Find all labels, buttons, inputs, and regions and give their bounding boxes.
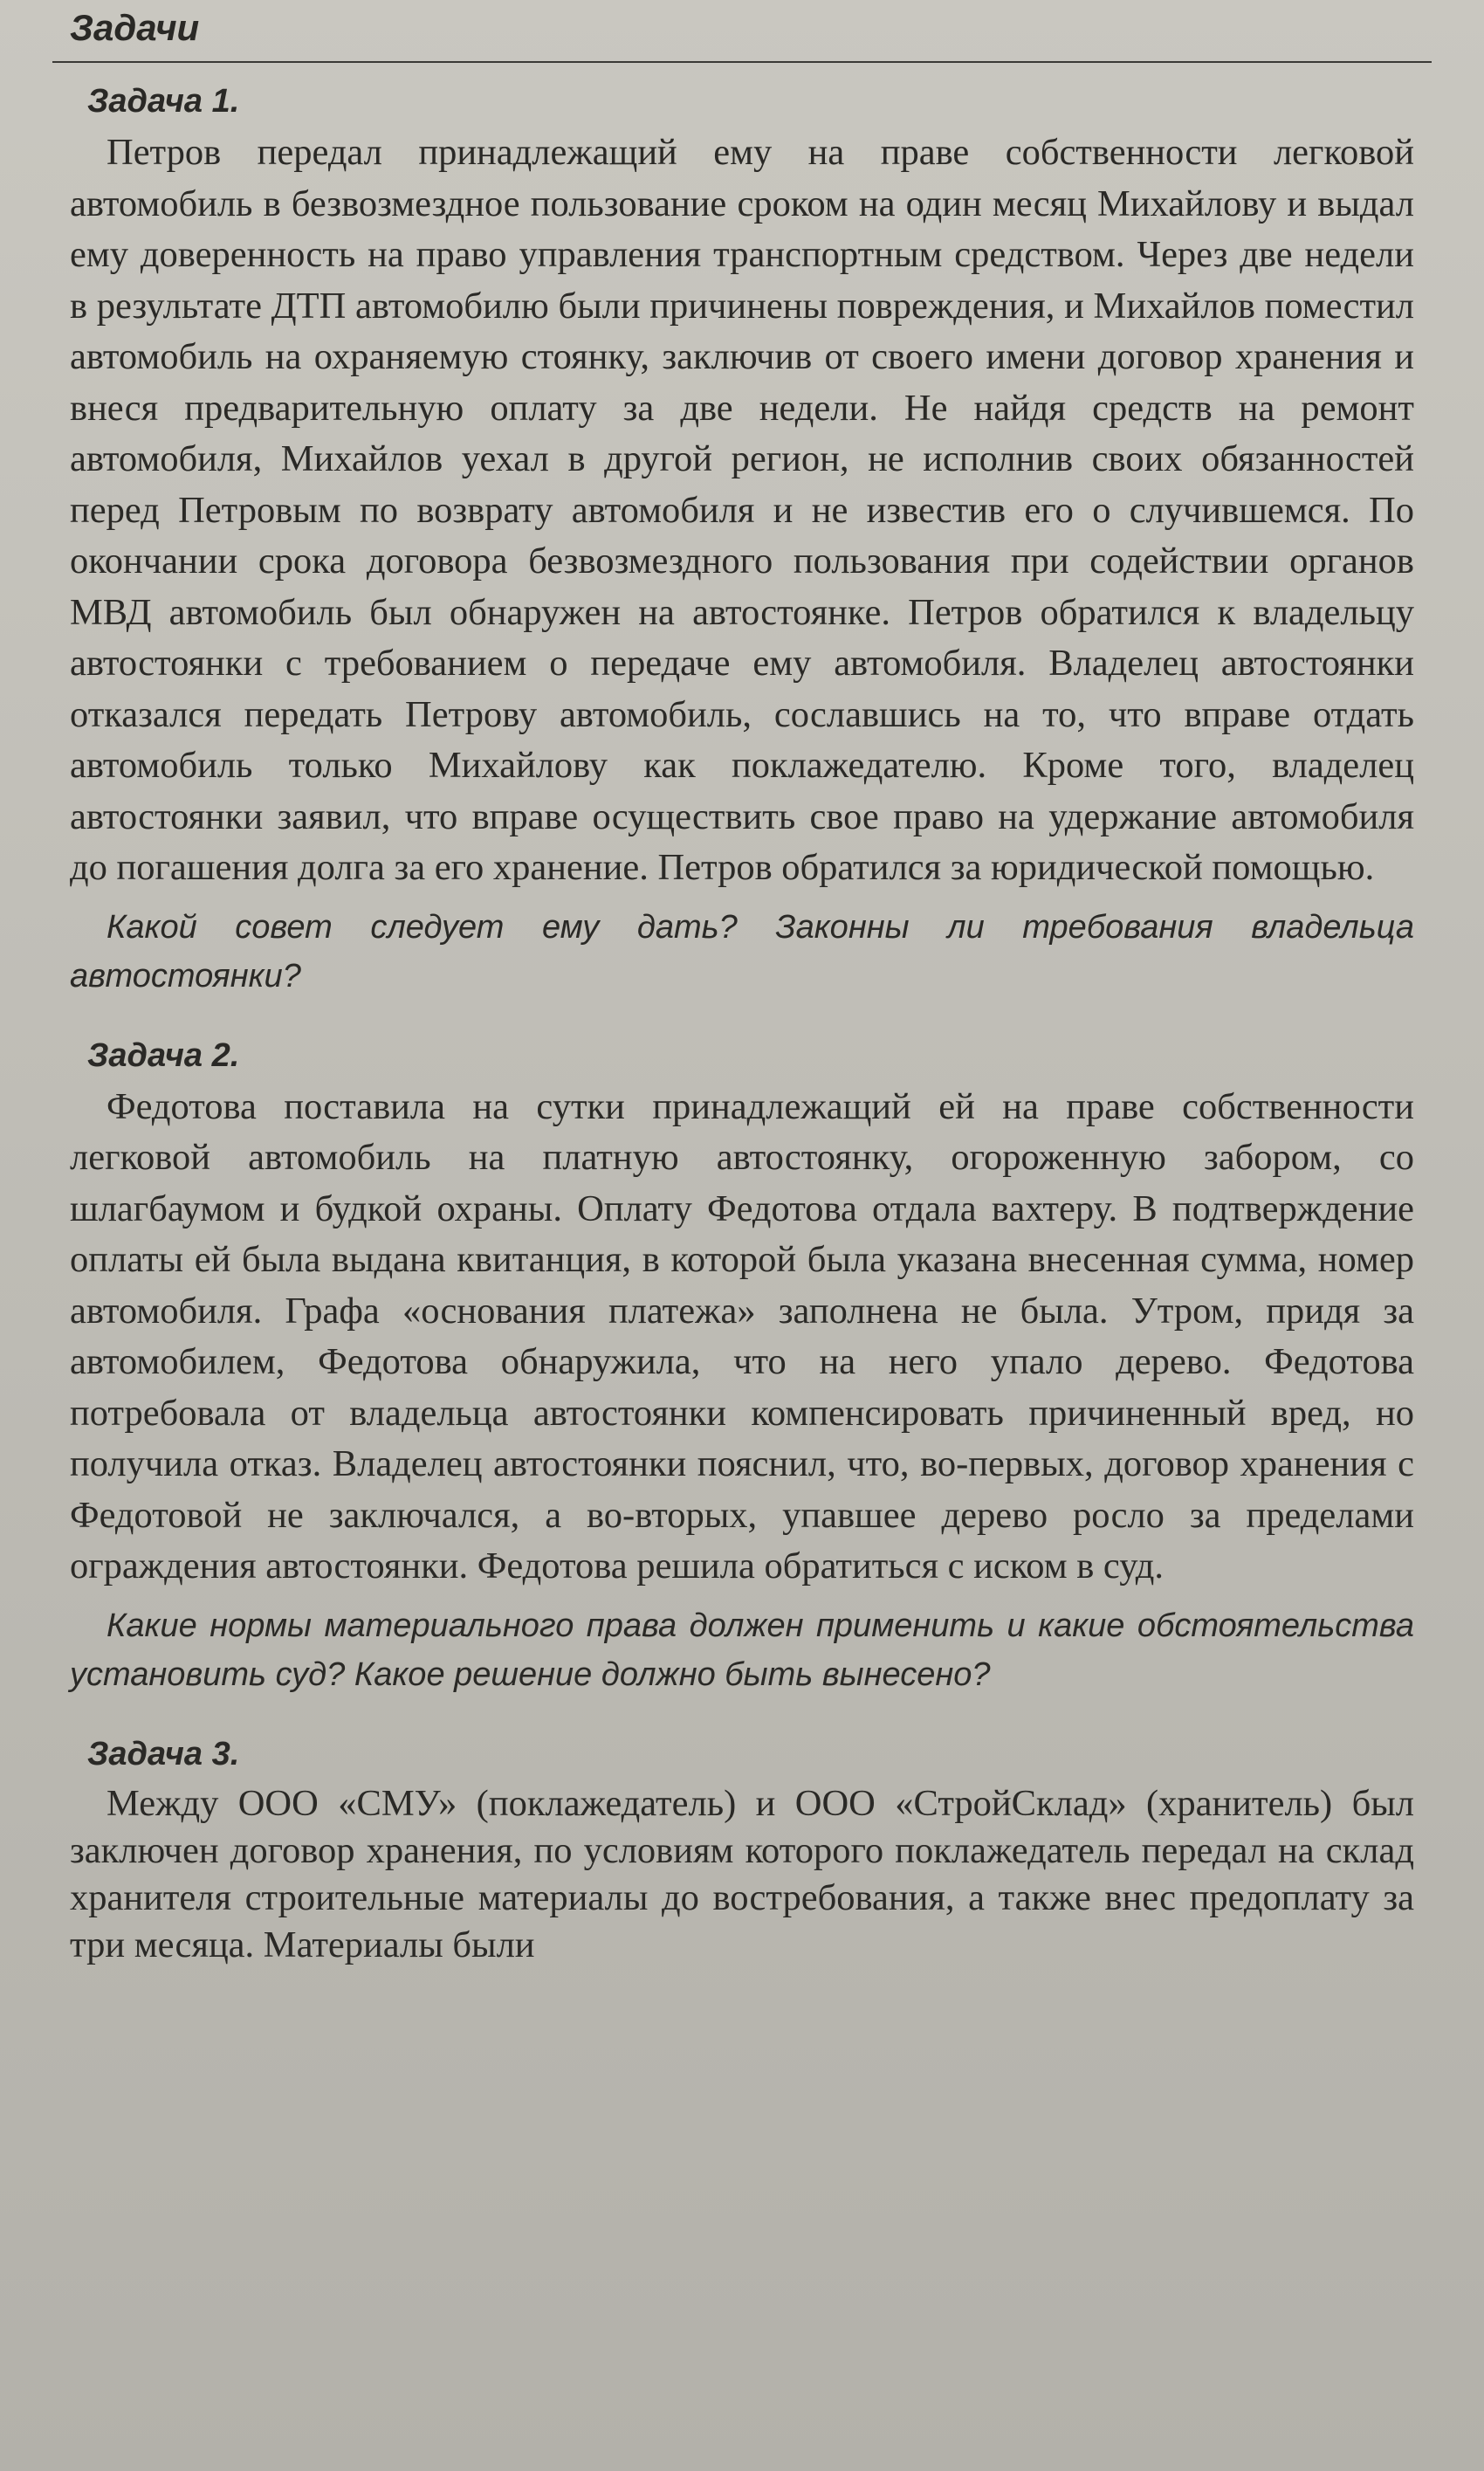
task-title: Задача 1. — [87, 83, 240, 120]
task-body: Между ООО «СМУ» (поклажедатель) и ООО «СтройСклад» (хранитель) был заключен договор хранения, по условиям которого поклажедатель передал на склад хранителя строительные материалы до востребования, а также внес предоплату за три месяца. Материалы были — [70, 1782, 1414, 1965]
task-body: Федотова поставила на сутки принадлежащий ей на праве собственности легковой автомобиль на платную автостоянку, огороженную забором, со шлагбаумом и будкой охраны. Оплату Федотова отдала вахтеру. В подтверждение оплаты ей была выдана квитанция, в которой была указана внесенная сумма, номер автомобиля. Графа «основания платежа» заполнена не была. Утром, придя за автомобилем, Федотова обнаружила, что на него упало дерево. Федотова потребовала от владельца автостоянки компенсировать причиненный вред, но получила отказ. Владелец автостоянки пояснил, что, во-первых, договор хранения с Федотовой не заключался, а во-вторых, упавшее дерево росло за пределами ограждения автостоянки. Федотова решила обратиться с иском в суд. — [70, 1085, 1414, 1587]
task-body: Петров передал принадлежащий ему на праве собственности легковой автомобиль в безвозмездное пользование сроком на один месяц Михайлову и выдал ему доверенность на право управления транспортным средством. Через две недели в результате ДТП автомобилю были причинены повреждения, и Михайлов поместил автомобиль на охраняемую стоянку, заключив от своего имени договор хранения и внеся предварительную оплату за две недели. Не найдя средств на ремонт автомобиля, Михайлов уехал в другой регион, не исполнив своих обязанностей перед Петровым по возврату автомобиля и не известив его о случившемся. По окончании срока договора безвозмездного пользования при содействии органов МВД автомобиль был обнаружен на автостоянке. Петров обратился к владельцу автостоянки с требованием о передаче ему автомобиля. Владелец автостоянки отказался передать Петрову автомобиль, сославшись на то, что вправе отдать автомобиль только Михайлову как поклажедателю. Кроме того, владелец автостоянки заявил, что вправе осуществить свое право на удержание автомобиля до погашения долга за его хранение. Петров обратился за юридической помощью. — [70, 132, 1414, 888]
page-content — [70, 83, 1414, 2006]
task-title: Задача 3. — [87, 1735, 240, 1772]
section-title: Задачи — [70, 7, 200, 48]
task-title: Задача 2. — [87, 1036, 240, 1074]
task-2 — [70, 1037, 1414, 1699]
task-question: Какие нормы материального права должен применить и какие обстоятельства установить суд? Какое решение должно быть вынесено? — [70, 1607, 1414, 1693]
page-header — [52, 0, 1432, 63]
task-1 — [70, 83, 1414, 1001]
task-question: Какой совет следует ему дать? Законны ли требования владельца автостоянки? — [70, 908, 1414, 995]
task-3 — [70, 1736, 1414, 1969]
